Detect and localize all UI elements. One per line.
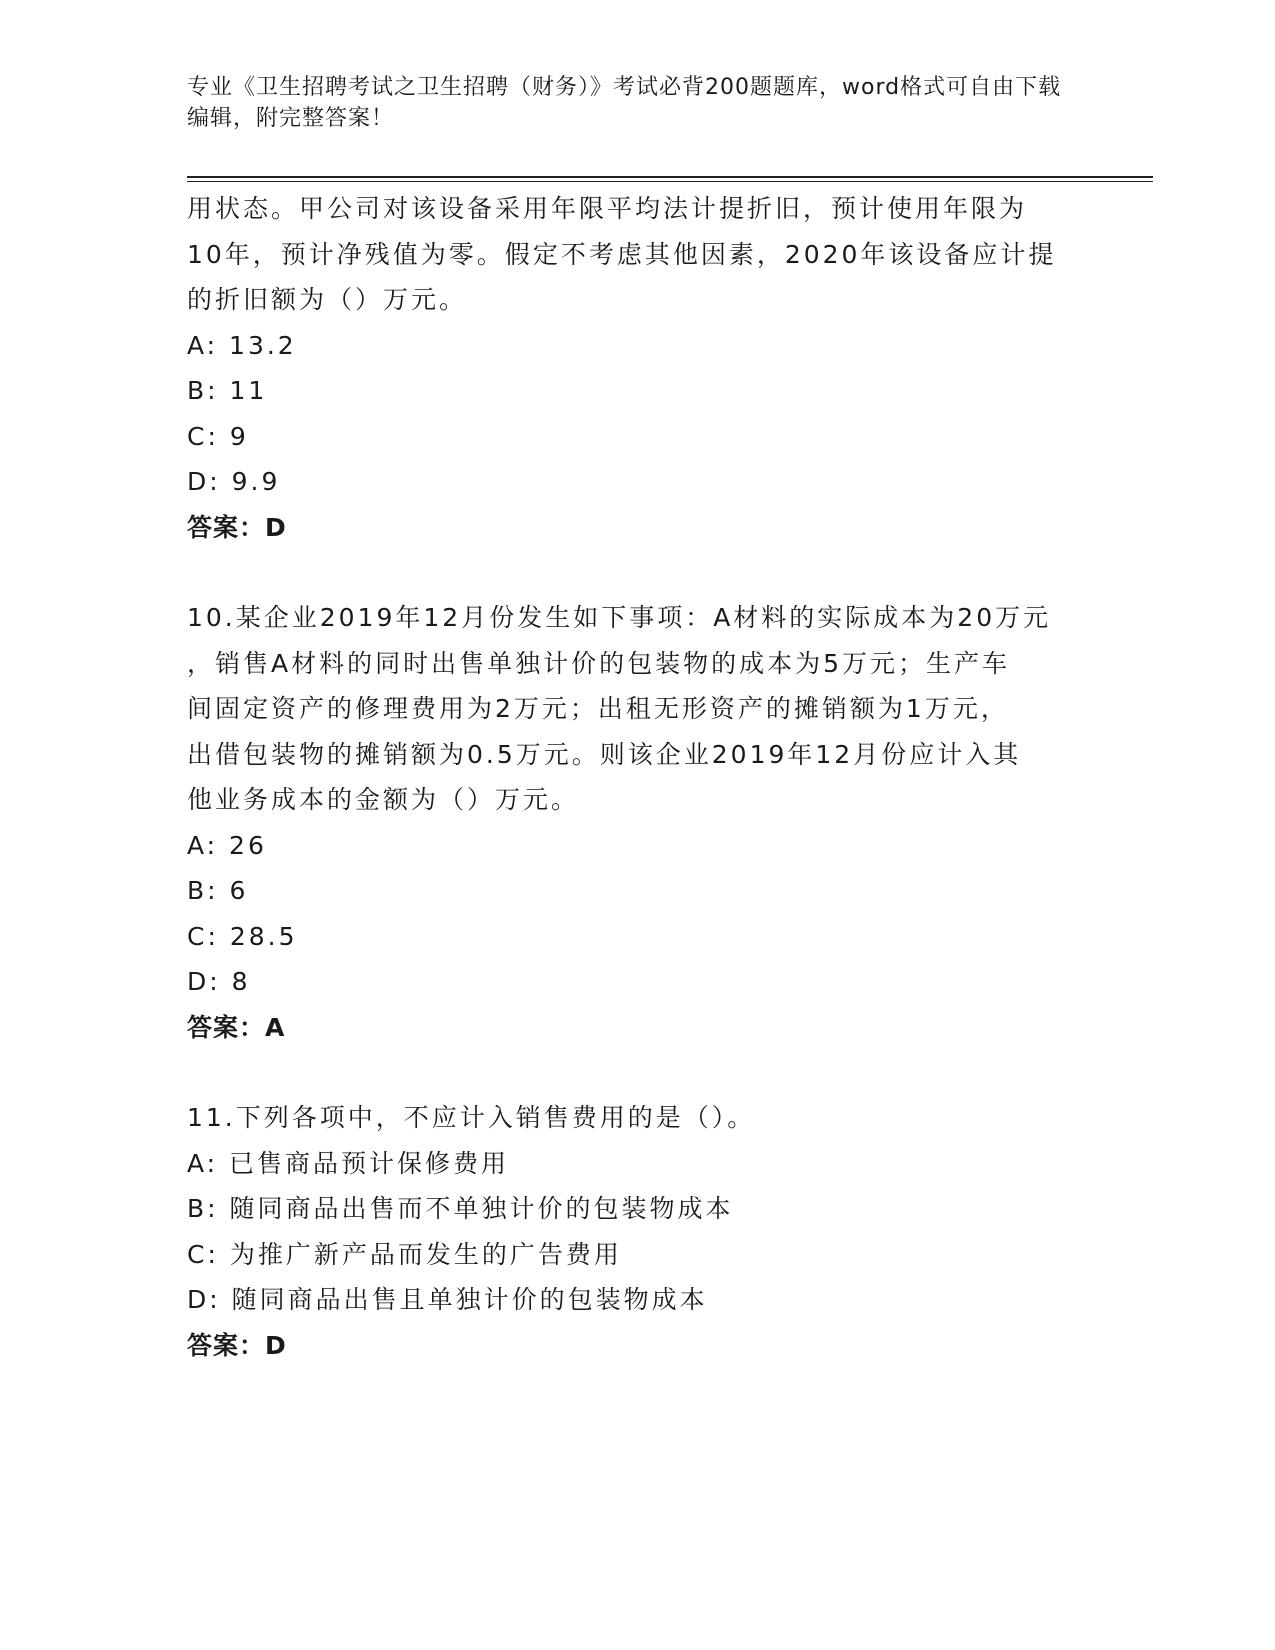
answer-line: 答案：D	[187, 1330, 287, 1360]
question-stem-line: 间固定资产的修理费用为2万元；出租无形资产的摊销额为1万元，	[187, 694, 1009, 723]
question-list	[187, 186, 1087, 1368]
option-a: A: 已售商品预计保修费用	[187, 1148, 510, 1178]
option-d: D: 9.9	[187, 467, 281, 496]
option-c: C: 28.5	[187, 921, 298, 951]
option-d: D: 随同商品出售且单独计价的包装物成本	[187, 1285, 708, 1314]
question-stem-line: ，销售A材料的同时出售单独计价的包装物的成本为5万元；生产车	[187, 648, 1011, 678]
spacer	[187, 1050, 1087, 1095]
option-d: D: 8	[187, 967, 251, 996]
question-item	[187, 595, 1087, 1050]
option-a: A: 26	[187, 830, 267, 860]
option-b: B: 随同商品出售而不单独计价的包装物成本	[187, 1194, 734, 1223]
question-item	[187, 186, 1087, 550]
question-stem-line: 出借包装物的摊销额为0.5万元。则该企业2019年12月份应计入其	[187, 739, 1022, 769]
question-stem-line: 的折旧额为（）万元。	[187, 285, 468, 314]
document-header: 专业《卫生招聘考试之卫生招聘（财务）》考试必背200题题库，word格式可自由下载编辑，附完整答案！	[187, 75, 1062, 131]
header-divider	[187, 176, 1153, 182]
answer-line: 答案：D	[187, 512, 287, 542]
question-stem-line: 他业务成本的金额为（）万元。	[187, 785, 580, 814]
option-a: A: 13.2	[187, 330, 297, 360]
question-item	[187, 1095, 1087, 1368]
option-b: B: 11	[187, 376, 268, 405]
question-stem-line: 11.下列各项中，不应计入销售费用的是（）。	[187, 1103, 756, 1132]
question-stem-line: 10年，预计净残值为零。假定不考虑其他因素，2020年该设备应计提	[187, 239, 1057, 269]
option-c: C: 9	[187, 421, 249, 451]
question-stem-line: 10.某企业2019年12月份发生如下事项：A材料的实际成本为20万元	[187, 603, 1052, 632]
option-c: C: 为推广新产品而发生的广告费用	[187, 1239, 622, 1269]
spacer	[187, 550, 1087, 595]
question-stem-line: 用状态。甲公司对该设备采用年限平均法计提折旧，预计使用年限为	[187, 194, 1028, 223]
answer-line: 答案：A	[187, 1012, 286, 1042]
option-b: B: 6	[187, 876, 249, 905]
